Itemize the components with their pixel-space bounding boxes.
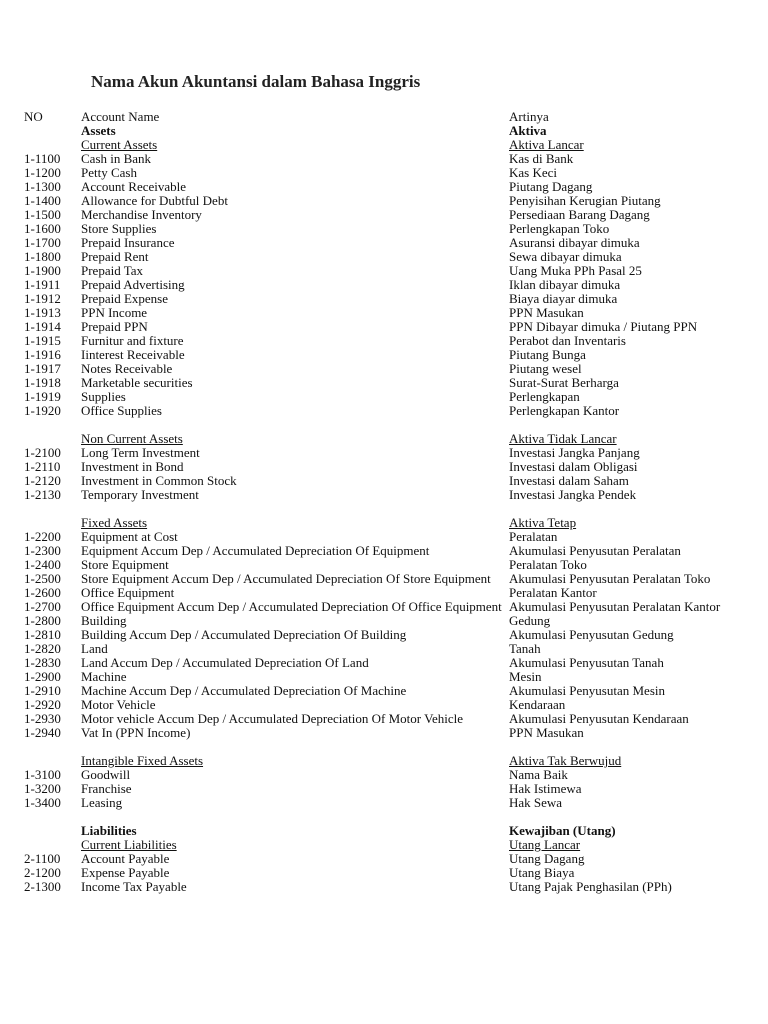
account-name: Prepaid Tax [81,263,144,278]
account-table [24,110,764,894]
table-row [24,782,764,796]
account-number: 1-1916 [24,347,61,362]
account-number: 1-1300 [24,179,61,194]
spacer [24,418,764,432]
table-row [24,278,764,292]
account-number: 1-1918 [24,375,61,390]
subsection-heading [24,432,764,446]
table-row [24,460,764,474]
table-row [24,348,764,362]
account-number: 1-3400 [24,795,61,810]
account-number: 1-2910 [24,683,61,698]
table-row [24,166,764,180]
account-name: Cash in Bank [81,151,152,166]
table-row [24,586,764,600]
table-row [24,558,764,572]
account-number: 1-1912 [24,291,61,306]
account-number: 1-1100 [24,151,61,166]
account-name: Prepaid Expense [81,291,169,306]
account-name: Merchandise Inventory [81,207,202,222]
account-number: 1-1915 [24,333,61,348]
table-row [24,628,764,642]
table-row [24,194,764,208]
table-row [24,390,764,404]
account-name: Intangible Fixed Assets [81,753,204,768]
account-meaning: Peralatan Kantor [509,585,597,600]
account-name: Prepaid Advertising [81,277,185,292]
account-meaning: Aktiva Tak Berwujud [509,753,622,768]
account-name: Land Accum Dep / Accumulated Depreciation Of Land [81,655,369,670]
account-meaning: Akumulasi Penyusutan Peralatan Toko [509,571,711,586]
account-name: Goodwill [81,767,131,782]
table-row [24,264,764,278]
account-number: 1-1900 [24,263,61,278]
table-row [24,712,764,726]
account-number: 1-1500 [24,207,61,222]
account-number: 1-2700 [24,599,61,614]
account-name: Building [81,613,127,628]
account-meaning: Perlengkapan Kantor [509,403,620,418]
account-number: 1-1800 [24,249,61,264]
account-name: Petty Cash [81,165,137,180]
account-meaning: Perlengkapan [509,389,580,404]
account-name: Allowance for Dubtful Debt [81,193,228,208]
subsection-heading [24,838,764,852]
account-number: 1-2820 [24,641,61,656]
account-meaning: Uang Muka PPh Pasal 25 [509,263,642,278]
table-row [24,292,764,306]
account-number: 1-2100 [24,445,61,460]
account-name: Non Current Assets [81,431,183,446]
account-name: Investment in Common Stock [81,473,237,488]
account-number: 1-2110 [24,459,61,474]
table-row [24,698,764,712]
account-meaning: Piutang Bunga [509,347,586,362]
table-row [24,404,764,418]
account-meaning: Biaya diayar dimuka [509,291,618,306]
account-meaning: Aktiva Tetap [509,515,577,530]
account-meaning: Utang Lancar [509,837,581,852]
account-name: Expense Payable [81,865,170,880]
table-row [24,236,764,250]
table-row [24,670,764,684]
account-number: 2-1300 [24,879,61,894]
account-meaning: Kewajiban (Utang) [509,823,616,838]
table-row [24,474,764,488]
account-name: Machine [81,669,127,684]
table-row [24,852,764,866]
account-number: 1-1913 [24,305,61,320]
table-row [24,306,764,320]
table-row [24,208,764,222]
table-row [24,796,764,810]
account-name: Temporary Investment [81,487,199,502]
account-name: Office Supplies [81,403,162,418]
account-name: Equipment Accum Dep / Accumulated Depreciation Of Equipment [81,543,430,558]
account-name: Long Term Investment [81,445,200,460]
account-name: Investment in Bond [81,459,184,474]
table-row [24,600,764,614]
table-row [24,684,764,698]
header-meaning: Artinya [509,109,549,124]
account-meaning: PPN Masukan [509,725,584,740]
table-row [24,376,764,390]
account-name: Fixed Assets [81,515,148,530]
account-name: Prepaid Insurance [81,235,175,250]
table-row [24,530,764,544]
account-meaning: Piutang wesel [509,361,582,376]
account-name: Motor Vehicle [81,697,156,712]
account-number: 1-1600 [24,221,61,236]
table-row [24,768,764,782]
account-number: 1-1920 [24,403,61,418]
account-name: Store Supplies [81,221,157,236]
table-row [24,866,764,880]
account-name: Machine Accum Dep / Accumulated Depreciation Of Machine [81,683,407,698]
account-meaning: Kas Keci [509,165,558,180]
section-heading [24,824,764,838]
account-meaning: Investasi dalam Saham [509,473,629,488]
account-name: Income Tax Payable [81,879,187,894]
account-number: 1-3100 [24,767,61,782]
account-meaning: PPN Masukan [509,305,584,320]
account-meaning: Aktiva [509,123,547,138]
account-meaning: Utang Biaya [509,865,575,880]
page-title: Nama Akun Akuntansi dalam Bahasa Inggris [91,72,421,91]
account-meaning: Akumulasi Penyusutan Tanah [509,655,664,670]
account-name: Assets [81,123,116,138]
header-account-name: Account Name [81,109,160,124]
table-row [24,222,764,236]
account-number: 1-1917 [24,361,61,376]
account-number: 1-2400 [24,557,61,572]
spacer [24,740,764,754]
account-name: Office Equipment Accum Dep / Accumulated Depreciation Of Office Equipment [81,599,502,614]
table-row [24,614,764,628]
account-name: Account Payable [81,851,170,866]
account-meaning: Investasi Jangka Pendek [509,487,637,502]
account-name: Supplies [81,389,126,404]
account-number: 1-2300 [24,543,61,558]
account-meaning: Akumulasi Penyusutan Kendaraan [509,711,689,726]
table-row [24,880,764,894]
table-row [24,152,764,166]
subsection-heading [24,516,764,530]
table-row [24,334,764,348]
account-name: Current Liabilities [81,837,177,852]
account-meaning: Investasi dalam Obligasi [509,459,638,474]
account-name: Office Equipment [81,585,175,600]
table-row [24,642,764,656]
table-body [24,124,764,894]
account-meaning: Asuransi dibayar dimuka [509,235,640,250]
account-number: 1-1919 [24,389,61,404]
account-meaning: Tanah [509,641,541,656]
account-name: PPN Income [81,305,148,320]
account-meaning: Iklan dibayar dimuka [509,277,621,292]
account-meaning: Peralatan [509,529,558,544]
table-row [24,544,764,558]
section-heading [24,124,764,138]
account-name: Franchise [81,781,132,796]
account-meaning: Investasi Jangka Panjang [509,445,640,460]
account-meaning: Perlengkapan Toko [509,221,610,236]
account-number: 1-2130 [24,487,61,502]
account-meaning: Akumulasi Penyusutan Peralatan [509,543,681,558]
account-meaning: Nama Baik [509,767,568,782]
account-meaning: Surat-Surat Berharga [509,375,619,390]
table-row [24,572,764,586]
table-row [24,726,764,740]
account-meaning: Sewa dibayar dimuka [509,249,622,264]
account-number: 1-1200 [24,165,61,180]
account-name: Furnitur and fixture [81,333,184,348]
account-name: Motor vehicle Accum Dep / Accumulated Depreciation Of Motor Vehicle [81,711,464,726]
account-number: 1-2940 [24,725,61,740]
account-number: 1-2120 [24,473,61,488]
account-number: 1-2810 [24,627,61,642]
table-row [24,250,764,264]
account-name: Vat In (PPN Income) [81,725,191,740]
account-number: 1-2800 [24,613,61,628]
account-name: Liabilities [81,823,137,838]
account-name: Prepaid PPN [81,319,148,334]
account-number: 1-2200 [24,529,61,544]
account-meaning: Gedung [509,613,551,628]
account-meaning: Penyisihan Kerugian Piutang [509,193,661,208]
account-meaning: Persediaan Barang Dagang [509,207,650,222]
account-name: Building Accum Dep / Accumulated Depreciation Of Building [81,627,407,642]
account-meaning: Hak Istimewa [509,781,582,796]
account-meaning: Hak Sewa [509,795,563,810]
account-number: 1-2900 [24,669,61,684]
account-meaning: Aktiva Tidak Lancar [509,431,617,446]
account-name: Land [81,641,108,656]
account-meaning: Akumulasi Penyusutan Gedung [509,627,674,642]
account-number: 1-3200 [24,781,61,796]
table-row [24,320,764,334]
account-meaning: Perabot dan Inventaris [509,333,626,348]
subsection-heading [24,138,764,152]
subsection-heading [24,754,764,768]
account-number: 1-2930 [24,711,61,726]
account-meaning: Utang Dagang [509,851,585,866]
account-meaning: Utang Pajak Penghasilan (PPh) [509,879,672,894]
account-name: Equipment at Cost [81,529,178,544]
account-name: Marketable securities [81,375,193,390]
account-name: Store Equipment Accum Dep / Accumulated Depreciation Of Store Equipment [81,571,491,586]
account-name: Account Receivable [81,179,187,194]
account-meaning: Piutang Dagang [509,179,593,194]
account-name: Prepaid Rent [81,249,149,264]
account-number: 2-1200 [24,865,61,880]
account-number: 1-2500 [24,571,61,586]
table-row [24,488,764,502]
table-header [24,110,764,124]
header-no: NO [24,109,43,124]
account-meaning: Kendaraan [509,697,566,712]
account-number: 2-1100 [24,851,61,866]
spacer [24,810,764,824]
account-number: 1-1911 [24,277,61,292]
account-number: 1-1400 [24,193,61,208]
account-meaning: Peralatan Toko [509,557,587,572]
account-meaning: PPN Dibayar dimuka / Piutang PPN [509,319,698,334]
account-meaning: Kas di Bank [509,151,574,166]
account-name: Leasing [81,795,123,810]
account-number: 1-2920 [24,697,61,712]
table-row [24,362,764,376]
account-number: 1-1700 [24,235,61,250]
account-meaning: Aktiva Lancar [509,137,584,152]
account-number: 1-1914 [24,319,61,334]
table-row [24,656,764,670]
account-meaning: Akumulasi Penyusutan Mesin [509,683,665,698]
account-number: 1-2830 [24,655,61,670]
account-number: 1-2600 [24,585,61,600]
account-name: Iinterest Receivable [81,347,185,362]
account-name: Current Assets [81,137,158,152]
account-meaning: Akumulasi Penyusutan Peralatan Kantor [509,599,721,614]
spacer [24,502,764,516]
account-meaning: Mesin [509,669,542,684]
account-name: Notes Receivable [81,361,173,376]
table-row [24,446,764,460]
table-row [24,180,764,194]
account-name: Store Equipment [81,557,169,572]
